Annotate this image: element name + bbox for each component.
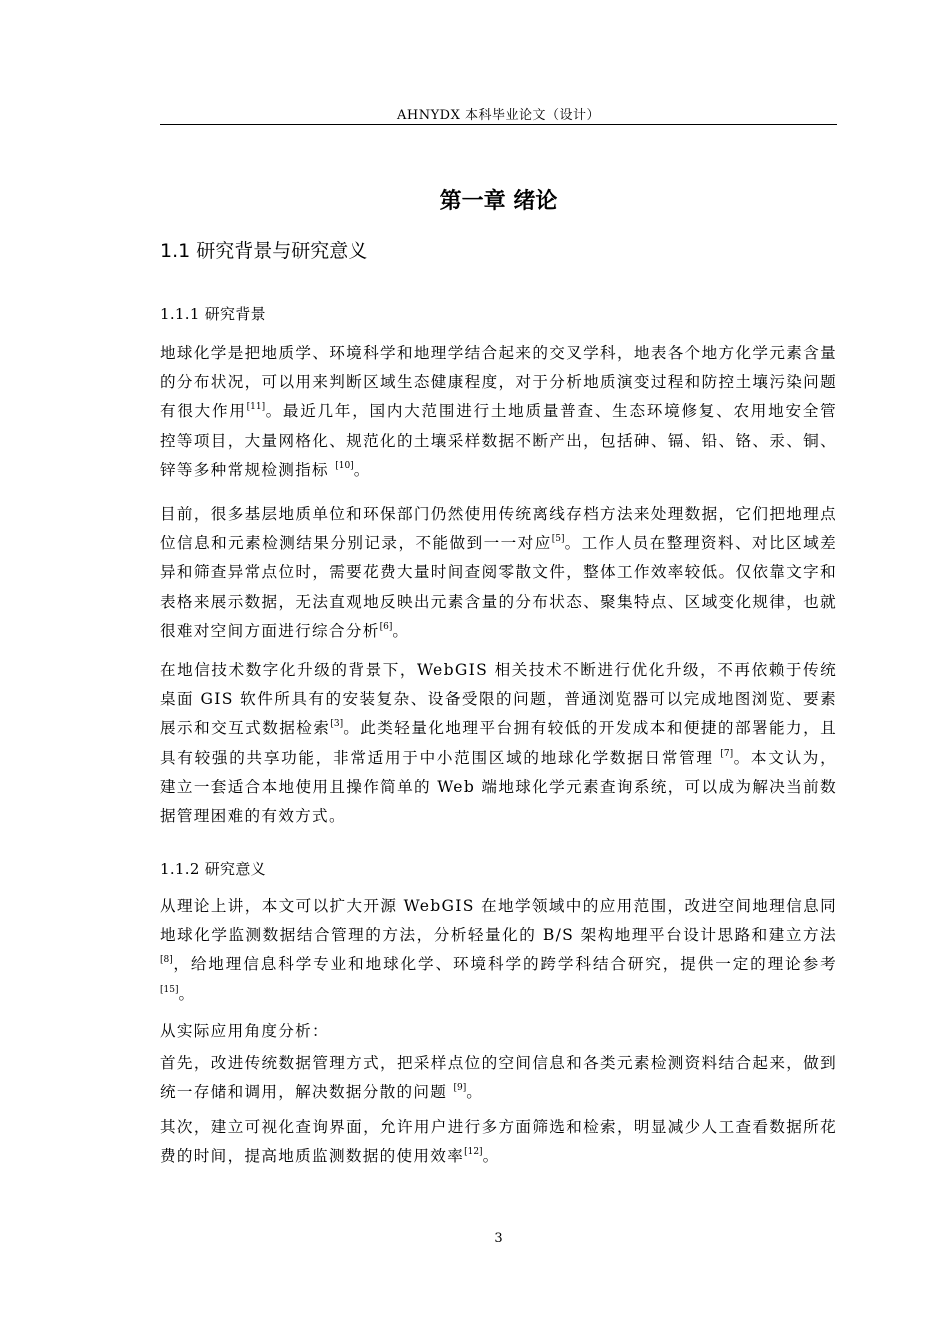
citation: [5] bbox=[551, 534, 565, 545]
paragraph-background-1: 地球化学是把地质学、环境科学和地理学结合起来的交叉学科，地表各个地方化学元素含量的分布状况，可以用来判断区域生态健康程度，对于分析地质演变过程和防控土壤污染问题有很大作用[11]。最近几年，国内大范围进行土地质量普查、生态环境修复、农用地安全管控等项目，大量网格化、规范化的土壤采样数据不断产出，包括砷、镉、铅、铬、汞、铜、锌等多种常规检测指标 [10]。 bbox=[160, 344, 837, 479]
subsection-title-significance: 1.1.2 研究意义 bbox=[160, 860, 266, 878]
citation: [12] bbox=[464, 1147, 483, 1158]
header-rule bbox=[160, 124, 837, 125]
citation: [7] bbox=[720, 748, 734, 759]
running-header: AHNYDX 本科毕业论文（设计） bbox=[397, 108, 600, 123]
citation: [3] bbox=[330, 719, 344, 730]
citation: [8] bbox=[160, 955, 173, 966]
citation: [10] bbox=[335, 460, 354, 471]
chapter-title: 第一章 绪论 bbox=[439, 189, 558, 214]
paragraph-significance-1: 从理论上讲，本文可以扩大开源 WebGIS 在地学领域中的应用范围，改进空间地理信息同地球化学监测数据结合管理的方法，分析轻量化的 B/S 架构地理平台设计思路和建立方法[8]，给地理信息科学专业和地球化学、环境科学的跨学科结合研究，提供一定的理论参考[15]。 bbox=[160, 897, 837, 1003]
paragraph-significance-2: 从实际应用角度分析： bbox=[160, 1022, 329, 1040]
section-title: 1.1 研究背景与研究意义 bbox=[160, 240, 368, 262]
paragraph-significance-3: 首先，改进传统数据管理方式，把采样点位的空间信息和各类元素检测资料结合起来，做到统一存储和调用，解决数据分散的问题 [9]。 bbox=[160, 1054, 837, 1102]
citation: [15] bbox=[160, 984, 179, 995]
paragraph-background-3: 在地信技术数字化升级的背景下，WebGIS 相关技术不断进行优化升级，不再依赖于传统桌面 GIS 软件所具有的安装复杂、设备受限的问题，普通浏览器可以完成地图浏览、要素展示和交互式数据检索[3]。此类轻量化地理平台拥有较低的开发成本和便捷的部署能力，且具有较强的共享功能，非常适用于中小范围区域的地球化学数据日常管理 [7]。本文认为，建立一套适合本地使用且操作简单的 Web 端地球化学元素查询系统，可以成为解决当前数据管理困难的有效方式。 bbox=[160, 661, 837, 826]
subsection-title-background: 1.1.1 研究背景 bbox=[160, 305, 266, 323]
page-number: 3 bbox=[494, 1231, 503, 1246]
citation: [11] bbox=[246, 402, 266, 413]
paragraph-significance-4: 其次，建立可视化查询界面，允许用户进行多方面筛选和检索，明显减少人工查看数据所花费的时间，提高地质监测数据的使用效率[12]。 bbox=[160, 1118, 837, 1166]
citation: [6] bbox=[379, 621, 393, 632]
citation: [9] bbox=[453, 1083, 467, 1094]
paragraph-background-2: 目前，很多基层地质单位和环保部门仍然使用传统离线存档方法来处理数据，它们把地理点位信息和元素检测结果分别记录，不能做到一一对应[5]。工作人员在整理资料、对比区域差异和筛查异常点位时，需要花费大量时间查阅零散文件，整体工作效率较低。仅依靠文字和表格来展示数据，无法直观地反映出元素含量的分布状态、聚集特点、区域变化规律，也就很难对空间方面进行综合分析[6]。 bbox=[160, 505, 837, 640]
